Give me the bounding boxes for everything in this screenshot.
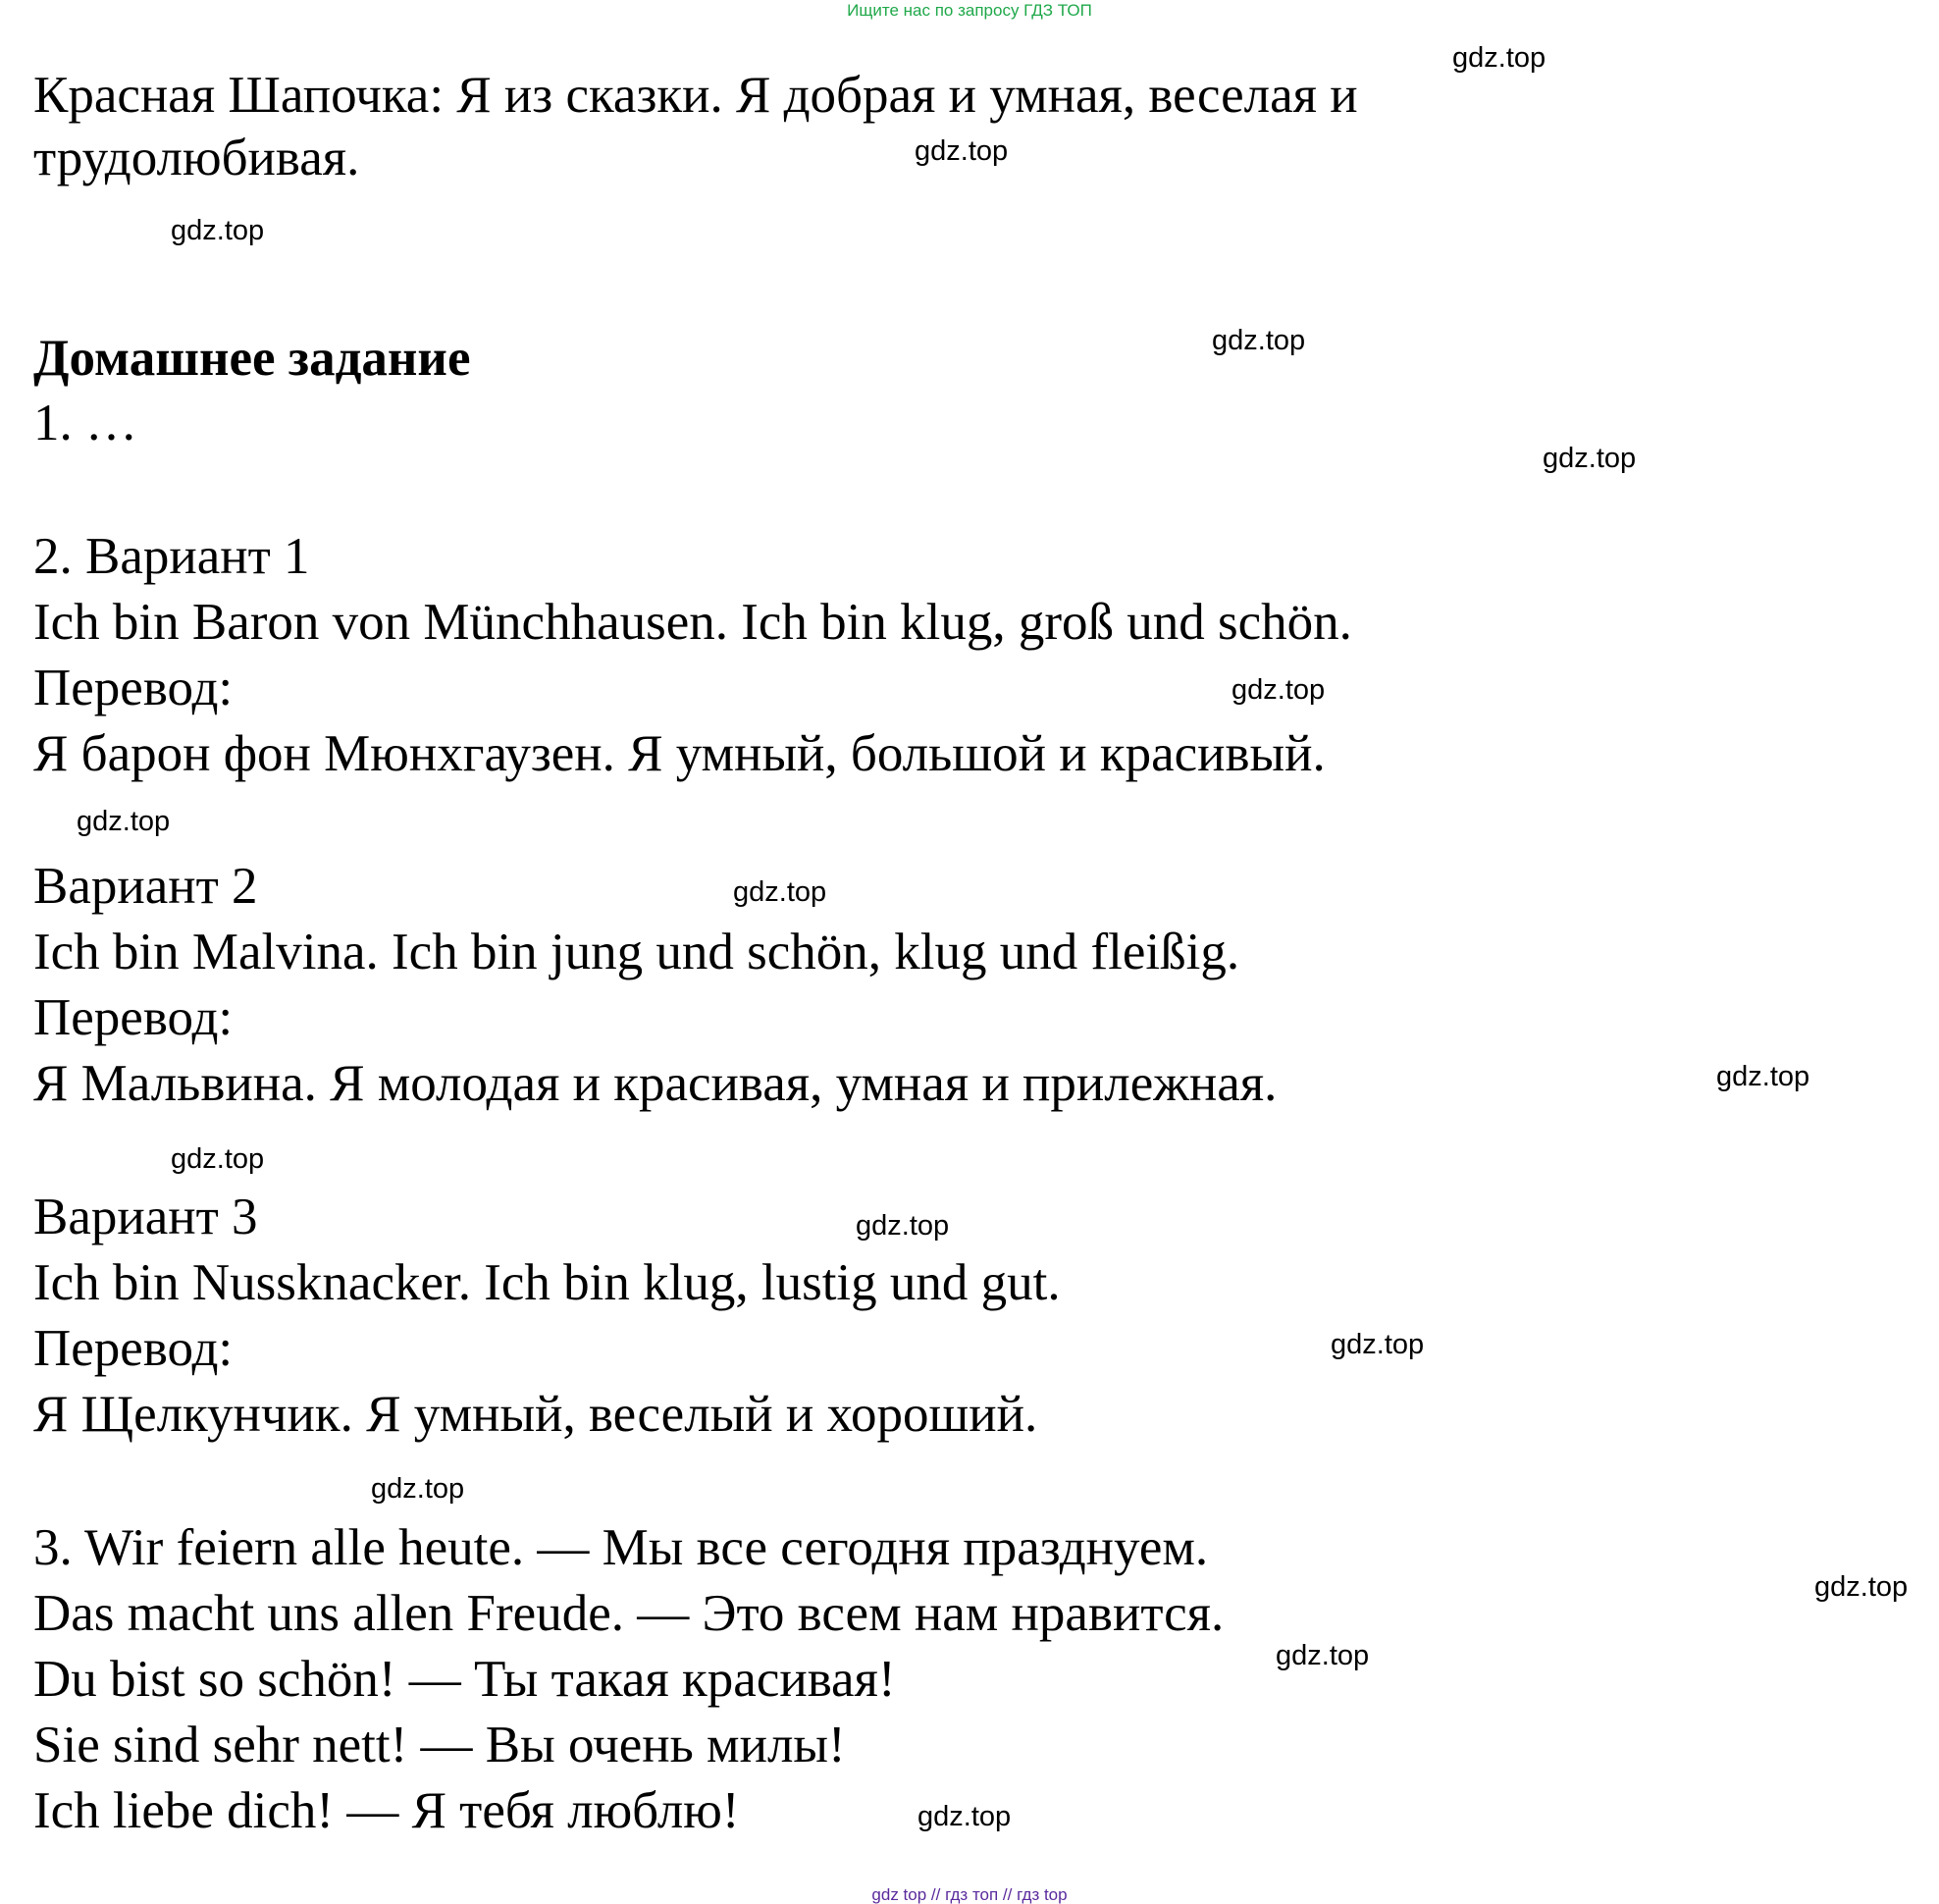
watermark: gdz.top xyxy=(917,1801,1012,1832)
watermark: gdz.top xyxy=(1212,325,1306,356)
homework-item-1: 1. … xyxy=(33,395,137,451)
homework-item-3-line-4: Sie sind sehr nett! — Вы очень милы! xyxy=(33,1717,846,1773)
watermark: gdz.top xyxy=(171,1143,265,1175)
watermark: gdz.top xyxy=(915,135,1009,167)
intro-line-2: трудолюбивая. xyxy=(33,130,360,186)
variant-2-translation-label: Перевод: xyxy=(33,989,234,1046)
variant-2-russian: Я Мальвина. Я молодая и красивая, умная и прилежная. xyxy=(33,1055,1278,1112)
homework-item-3-line-2: Das macht uns allen Freude. — Это всем нам нравится. xyxy=(33,1585,1225,1642)
homework-item-3-line-5: Ich liebe dich! — Я тебя люблю! xyxy=(33,1782,740,1839)
watermark: gdz.top xyxy=(733,876,827,908)
variant-3-translation-label: Перевод: xyxy=(33,1320,234,1377)
watermark: gdz.top xyxy=(171,215,265,246)
variant-2-german: Ich bin Malvina. Ich bin jung und schön, klug und fleißig. xyxy=(33,924,1240,980)
watermark: gdz.top xyxy=(1716,1061,1810,1092)
watermark: gdz.top xyxy=(1543,443,1637,474)
variant-1-heading: 2. Вариант 1 xyxy=(33,528,310,585)
watermark: gdz.top xyxy=(1814,1571,1909,1603)
bottom-banner: gdz top // гдз топ // гдз top xyxy=(871,1885,1068,1904)
variant-1-german: Ich bin Baron von Münchhausen. Ich bin klug, groß und schön. xyxy=(33,594,1352,651)
watermark: gdz.top xyxy=(371,1473,465,1505)
variant-3-russian: Я Щелкунчик. Я умный, веселый и хороший. xyxy=(33,1386,1038,1443)
watermark: gdz.top xyxy=(1276,1640,1370,1671)
variant-2-heading: Вариант 2 xyxy=(33,858,258,915)
variant-3-german: Ich bin Nussknacker. Ich bin klug, lustig und gut. xyxy=(33,1254,1061,1311)
variant-1-translation-label: Перевод: xyxy=(33,660,234,716)
watermark: gdz.top xyxy=(1331,1329,1425,1360)
homework-item-3-line-3: Du bist so schön! — Ты такая красивая! xyxy=(33,1651,896,1708)
intro-line-1: Красная Шапочка: Я из сказки. Я добрая и умная, веселая и xyxy=(33,67,1358,124)
homework-title: Домашнее задание xyxy=(33,330,471,387)
watermark: gdz.top xyxy=(1232,674,1326,706)
watermark: gdz.top xyxy=(1452,42,1546,74)
top-banner: Ищите нас по запросу ГДЗ ТОП xyxy=(847,1,1092,20)
watermark: gdz.top xyxy=(856,1210,950,1242)
variant-1-russian: Я барон фон Мюнхгаузен. Я умный, большой и красивый. xyxy=(33,725,1326,782)
watermark: gdz.top xyxy=(77,806,171,837)
variant-3-heading: Вариант 3 xyxy=(33,1189,258,1245)
homework-item-3-line-1: 3. Wir feiern alle heute. — Мы все сегодня празднуем. xyxy=(33,1519,1209,1576)
